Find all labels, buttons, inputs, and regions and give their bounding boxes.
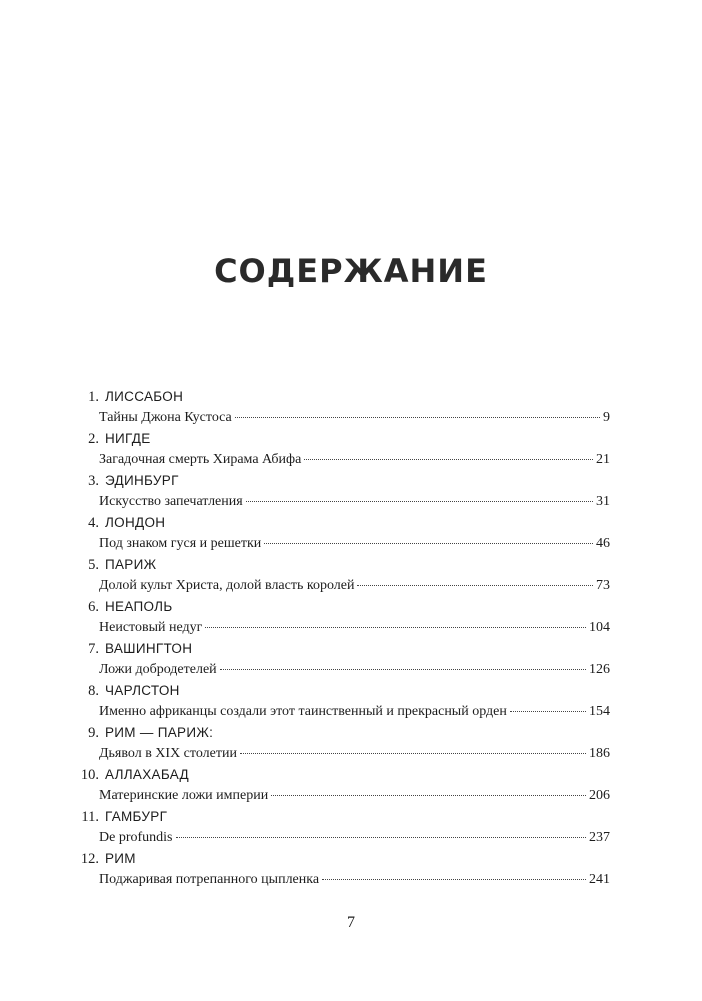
chapter-title: ЭДИНБУРГ [105, 473, 179, 488]
toc-entry [80, 722, 610, 764]
toc-entry [80, 848, 610, 890]
dot-leader [304, 459, 593, 460]
chapter-number: 1. [88, 389, 99, 405]
page-title: СОДЕРЖАНИЕ [214, 252, 488, 290]
toc-entry [80, 680, 610, 722]
dot-leader [240, 753, 586, 754]
chapter-title: ЧАРЛСТОН [105, 683, 180, 698]
chapter-number: 11. [81, 809, 99, 825]
chapter-number: 5. [88, 557, 99, 573]
chapter-page: 9 [603, 410, 610, 425]
dot-leader [205, 627, 586, 628]
table-of-contents [80, 386, 610, 890]
chapter-page: 237 [589, 830, 610, 845]
chapter-number: 12. [80, 851, 99, 867]
toc-entry [80, 554, 610, 596]
chapter-subtitle: De profundis [99, 830, 173, 845]
toc-entry [80, 764, 610, 806]
dot-leader [176, 837, 587, 838]
chapter-subtitle: Долой культ Христа, долой власть королей [99, 578, 355, 593]
chapter-title: ПАРИЖ [105, 557, 157, 572]
chapter-number: 2. [88, 431, 99, 447]
chapter-title: РИМ — ПАРИЖ: [105, 725, 214, 740]
chapter-title: ЛИССАБОН [105, 389, 184, 404]
chapter-title: ЛОНДОН [105, 515, 166, 530]
chapter-page: 186 [589, 746, 610, 761]
chapter-page: 73 [596, 578, 610, 593]
toc-entry [80, 428, 610, 470]
toc-entry [80, 806, 610, 848]
chapter-page: 206 [589, 788, 610, 803]
chapter-subtitle: Под знаком гуся и решетки [99, 536, 262, 551]
chapter-subtitle: Именно африканцы создали этот таинственный и прекрасный орден [99, 704, 507, 719]
chapter-number: 3. [88, 473, 99, 489]
chapter-subtitle: Поджаривая потрепанного цыпленка [99, 872, 320, 887]
toc-entry [80, 470, 610, 512]
chapter-number: 8. [88, 683, 99, 699]
chapter-page: 126 [589, 662, 610, 677]
chapter-page: 241 [589, 872, 610, 887]
dot-leader [271, 795, 586, 796]
chapter-subtitle: Неистовый недуг [99, 620, 203, 635]
dot-leader [264, 543, 593, 544]
chapter-number: 7. [88, 641, 99, 657]
dot-leader [357, 585, 593, 586]
chapter-page: 154 [589, 704, 610, 719]
toc-entry [80, 512, 610, 554]
chapter-number: 10. [80, 767, 99, 783]
chapter-number: 4. [88, 515, 99, 531]
chapter-subtitle: Ложи добродетелей [99, 662, 217, 677]
chapter-title: ВАШИНГТОН [105, 641, 193, 656]
dot-leader [246, 501, 593, 502]
page-number: 7 [347, 914, 355, 931]
chapter-subtitle: Загадочная смерть Хирама Абифа [99, 452, 302, 467]
chapter-page: 21 [596, 452, 610, 467]
chapter-subtitle: Искусство запечатления [99, 494, 243, 509]
chapter-title: НИГДЕ [105, 431, 151, 446]
chapter-subtitle: Дьявол в XIX столетии [99, 746, 237, 761]
chapter-subtitle: Тайны Джона Кустоса [99, 410, 232, 425]
toc-entry [80, 386, 610, 428]
chapter-page: 46 [596, 536, 610, 551]
chapter-title: ГАМБУРГ [105, 809, 168, 824]
toc-entry [80, 596, 610, 638]
chapter-number: 6. [88, 599, 99, 615]
dot-leader [322, 879, 586, 880]
chapter-number: 9. [88, 725, 99, 741]
chapter-title: РИМ [105, 851, 136, 866]
dot-leader [510, 711, 586, 712]
chapter-title: НЕАПОЛЬ [105, 599, 173, 614]
toc-entry [80, 638, 610, 680]
chapter-subtitle: Материнские ложи империи [99, 788, 269, 803]
dot-leader [235, 417, 600, 418]
dot-leader [220, 669, 586, 670]
chapter-page: 31 [596, 494, 610, 509]
chapter-page: 104 [589, 620, 610, 635]
chapter-title: АЛЛАХАБАД [105, 767, 189, 782]
